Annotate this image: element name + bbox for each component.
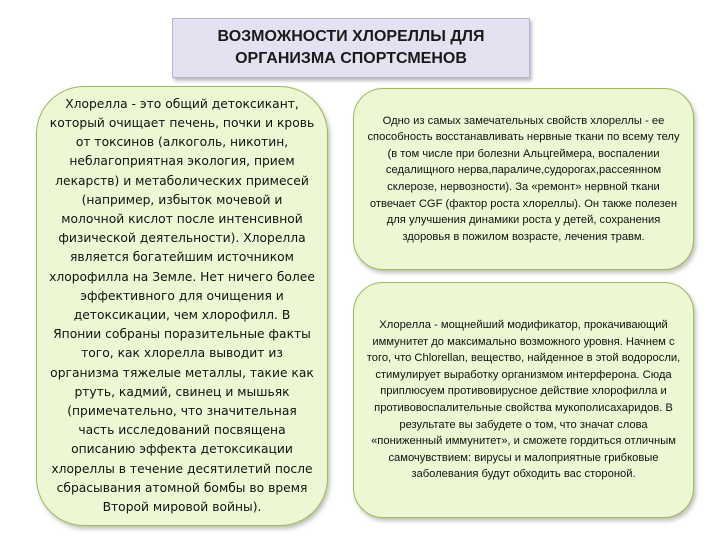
immunity-text-panel — [353, 282, 694, 518]
nerve-tissue-text: Одно из самых замечательных свойств хлореллы - ее способность восстанавливать нервные ткани по всему телу (в том числе при болезни Альцгеймера, воспалении седалищного нерва,параличе,судорогах,рассеянном склерозе, нервозности). За «ремонт» нервной ткани отвечает CGF (фактор роста хлореллы). Он также полезен для улучшения динамики роста у детей, сохранения здоровья в пожилом возрасте, лечения травм. — [367, 114, 680, 243]
nerve-tissue-text-panel — [353, 88, 694, 270]
slide-title-line-1: ВОЗМОЖНОСТИ ХЛОРЕЛЛЫ ДЛЯ — [217, 28, 485, 45]
detox-text-panel — [36, 86, 328, 526]
slide-title — [172, 18, 530, 78]
immunity-text: Хлорелла - мощнейший модификатор, прокачивающий иммунитет до максимально возможного уровня. Начнем с того, что Chlorellan, вещество, найденное в этой водоросли, стимулирует выработку организмом интерферона. Сюда приплюсуем противовирусное действие хлорофилла и противовоспалительные свойства мукополисахаридов. В результате вы забудете о том, что значат слова «пониженный иммунитет», и сможете гордиться отличным самочувствием: вирусы и малоприятные грибковые заболевания будут обходить вас стороной. — [366, 319, 681, 481]
slide-title-line-2: ОРГАНИЗМА СПОРТСМЕНОВ — [235, 50, 467, 67]
detox-text: Хлорелла - это общий детоксикант, который очищает печень, почки и кровь от токсинов (алкоголь, никотин, неблагоприятная экология, прием лекарств) и метаболических примесей (например, избыток мочевой и молочной кислот после интенсивной физической деятельности). Хлорелла является богатейшим источником хлорофилла на Земле. Нет ничего более эффективного для очищения и детоксикации, чем хлорофилл. В Японии собраны поразительные факты того, как хлорелла выводит из организма тяжелые металлы, такие как ртуть, кадмий, свинец и мышьяк (примечательно, что значительная часть исследований посвящена описанию эффекта детоксикации хлореллы в течение десятилетий после сбрасывания атомной бомбы во время Второй мировой войны). — [49, 96, 315, 515]
